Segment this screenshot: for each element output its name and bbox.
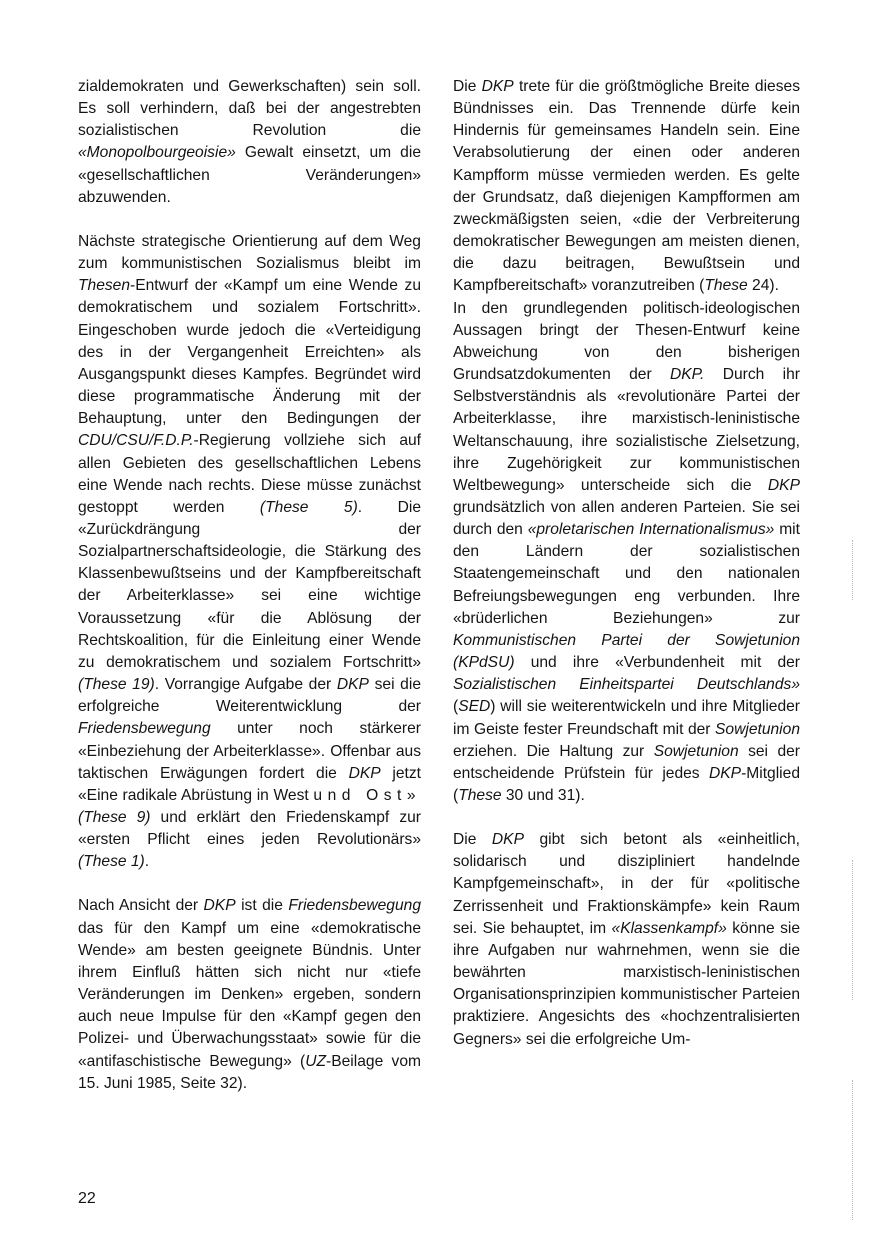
left-column xyxy=(78,76,421,1095)
paragraph: Nach Ansicht der DKP ist die Friedensbewegung das für den Kampf um eine «demokratische Wende» am besten geeignete Bündnis. Unter ihrem Einfluß hätten sich nicht nur «tiefe Veränderungen im Denken» ergeben, sondern auch neue Impulse für den «Kampf gegen den Polizei- und Überwachungsstaat» sowie für die «antifaschistische Bewegung» (UZ-Beilage vom 15. Juni 1985, Seite 32). xyxy=(78,897,421,1092)
paragraph: Nächste strategische Orientierung auf dem Weg zum kommunistischen Sozialismus bleibt im Thesen-Entwurf der «Kampf um eine Wende zu demokratischem und sozialem Fortschritt». Eingeschoben wurde jedoch die «Verteidigung des in der Vergangenheit Erreichten» als Ausgangspunkt dieses Kampfes. Begründet wird diese programmatische Änderung mit der Behauptung, unter den Bedingungen der CDU/CSU/F.D.P.-Regierung vollziehe sich auf allen Gebieten des gesellschaftlichen Lebens eine Wende nach rechts. Diese müsse zunächst gestoppt werden (These 5). Die «Zurückdrängung der Sozialpartnerschaftsideologie, die Stärkung des Klassenbewußtseins und der Kampfbereitschaft der Arbeiterklasse» sei eine wichtige Voraussetzung «für die Ablösung der Rechtskoalition, für die Einleitung einer Wende zu demokratischem und sozialem Fortschritt» (These 19). Vorrangige Aufgabe der DKP sei die erfolgreiche Weiterentwicklung der Friedensbewegung unter noch stärkerer «Einbeziehung der Arbeiterklasse». Offenbar aus taktischen Erwägungen fordert die DKP jetzt «Eine radikale Abrüstung in West und Ost» (These 9) und erklärt den Friedenskampf zur «ersten Pflicht eines jeden Revolutionärs» (These 1). xyxy=(78,232,422,871)
page-number: 22 xyxy=(78,1190,96,1207)
right-column xyxy=(453,76,800,1051)
paragraph: Die DKP trete für die größtmögliche Breite dieses Bündnisses ein. Das Trennende dürfe kein Hindernis für gemeinsames Handeln sein. Eine Verabsolutierung der einen oder anderen Kampfform müsse vermieden werden. Es gelte der Grundsatz, daß diejenigen Kampfformen am zweckmäßigsten seien, «die der Verbreiterung demokratischer Bewegungen am meisten dienen, die dazu beitragen, Bewußtsein und Kampfbereitschaft» voranzutreiben (These 24). xyxy=(453,78,800,295)
paragraph: zialdemokraten und Gewerkschaften) sein soll. Es soll verhindern, daß bei der angestrebten sozialistischen Revolution die «Monopolbourgeoisie» Gewalt einsetzt, um die «gesellschaftlichen Veränderungen» abzuwenden. xyxy=(78,78,421,206)
paragraph: In den grundlegenden politisch-ideologischen Aussagen bringt der Thesen-Entwurf keine Abweichung von den bisherigen Grundsatzdokumenten der DKP. Durch ihr Selbstverständnis als «revolutionäre Partei der Arbeiterklasse, ihre marxistisch-leninistische Weltanschauung, ihre sozialistische Zielsetzung, ihre Zugehörigkeit zur kommunistischen Weltbewegung» unterscheide sich die DKP grundsätzlich von allen anderen Parteien. Sie sei durch den «proletarischen Internationalismus» mit den Ländern der sozialistischen Staatengemeinschaft und den nationalen Befreiungsbewegungen eng verbunden. Ihre «brüderlichen Beziehungen» zur Kommunistischen Partei der Sowjetunion (KPdSU) und ihre «Verbundenheit mit der Sozialistischen Einheitspartei Deutschlands» (SED) will sie weiterentwickeln und ihre Mitglieder im Geiste fester Freundschaft mit der Sowjetunion erziehen. Die Haltung zur Sowjetunion sei der entscheidende Prüfstein für jedes DKP-Mitglied (These 30 und 31). xyxy=(453,299,801,804)
scan-edge-mark xyxy=(852,540,854,600)
paragraph: Die DKP gibt sich betont als «einheitlich, solidarisch und diszipliniert handelnde Kampfgemeinschaft», in der für «politische Zerrissenheit und Fraktionskämpfe» kein Raum sei. Sie behauptet, im «Klassenkampf» könne sie ihre Aufgaben nur wahrnehmen, wenn sie die bewährten marxistisch-leninistischen Organisationsprinzipien kommunistischer Parteien praktiziere. Angesichts des «hochzentralisierten Gegners» sei die erfolgreiche Um- xyxy=(453,831,801,1048)
scan-edge-mark xyxy=(852,1080,854,1220)
scan-edge-mark xyxy=(852,860,854,1000)
